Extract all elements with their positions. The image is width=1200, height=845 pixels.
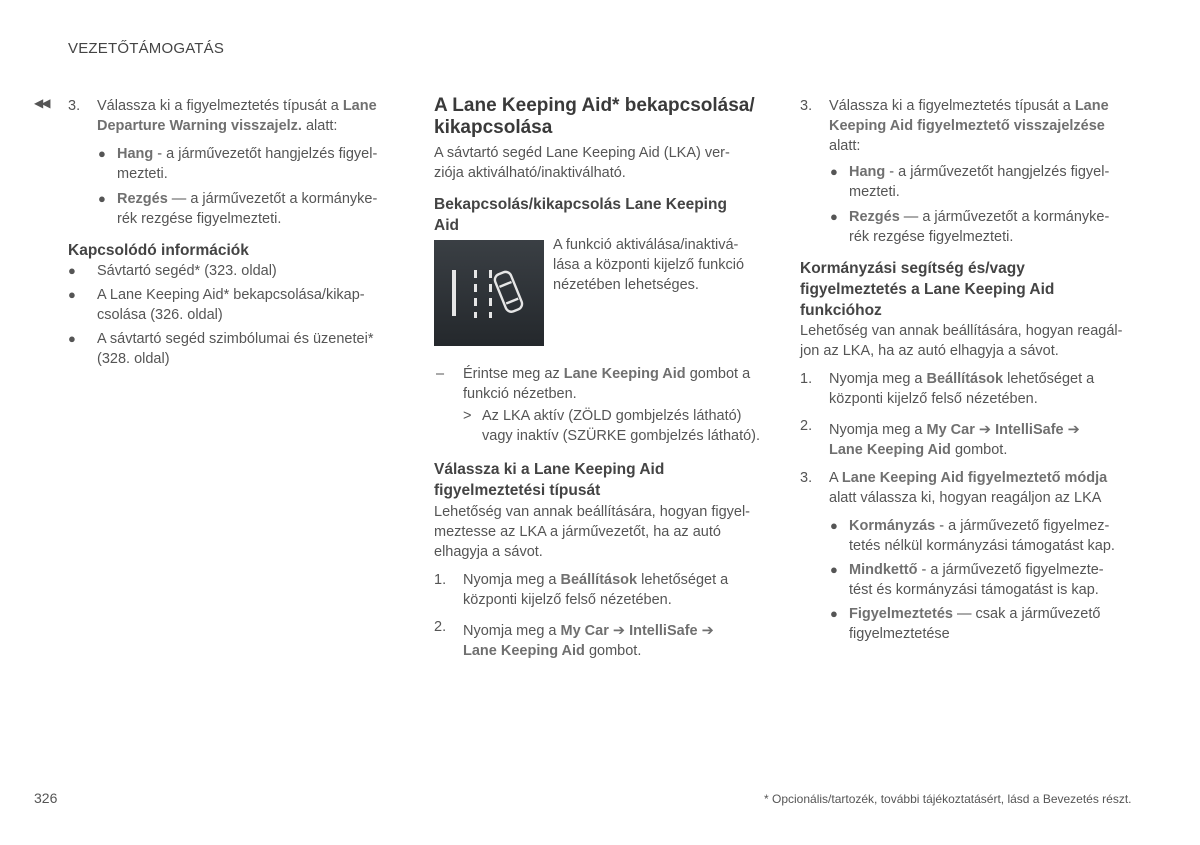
result-arrow-icon: > xyxy=(463,408,472,424)
step-number: 3. xyxy=(800,470,813,486)
bullet-icon: ● xyxy=(68,331,76,346)
section-title-line-1: A Lane Keeping Aid* bekapcsolása/ xyxy=(434,95,755,116)
dash-text-2: gombot a xyxy=(685,366,751,382)
step-1 xyxy=(800,369,1145,409)
mode-mindketto xyxy=(800,560,1145,600)
related-heading: Kapcsolódó információk xyxy=(68,242,249,259)
dash-icon: – xyxy=(436,366,445,382)
section-intro xyxy=(434,143,779,183)
step-text-2: lehetőséget a xyxy=(637,572,729,588)
related-link-3[interactable] xyxy=(68,329,398,369)
step-text-2: gombot. xyxy=(584,643,642,659)
option-text: - a járművezetőt hangjelzés figyel- xyxy=(153,146,378,162)
footnote: * Opcionális/tartozék, további tájékoztatásért, lásd a Bevezetés részt. xyxy=(764,792,1132,806)
bullet-icon: ● xyxy=(68,263,76,278)
arrow-right-icon: ➔ xyxy=(697,623,714,639)
option-hang xyxy=(800,162,1145,202)
bullet-icon: ● xyxy=(830,562,838,577)
step-text-3: központi kijelző felső nézetében. xyxy=(829,391,1038,407)
option-text-2: rék rezgése figyelmezteti. xyxy=(117,211,282,227)
related-link-text[interactable]: A Lane Keeping Aid* bekapcsolása/kikap- xyxy=(97,287,365,303)
option-text-2: mezteti. xyxy=(849,184,900,200)
step-bold: Lane xyxy=(342,98,377,114)
page-number: 326 xyxy=(34,790,58,806)
paragraph-line-1: Lehetőség van annak beállítására, hogyan reagál- xyxy=(800,323,1123,339)
mode-figyelmeztetes xyxy=(800,604,1145,644)
warning-mode-label: Lane Keeping Aid figyelmeztető módja xyxy=(841,470,1108,486)
step-text-2: alatt: xyxy=(829,138,861,154)
step-number: 1. xyxy=(434,572,447,588)
step-2 xyxy=(434,621,779,661)
option-text: — a járművezetőt a kormányke- xyxy=(899,209,1110,225)
arrow-right-icon: ➔ xyxy=(608,623,630,639)
option-text: — csak a járművezető xyxy=(952,606,1101,622)
subsection-title-line-2: Aid xyxy=(434,217,459,234)
lane-keeping-aid-label: Lane Keeping Aid xyxy=(829,442,951,458)
subsection-title-line-1: Bekapcsolás/kikapcsolás Lane Keeping xyxy=(434,196,727,213)
bullet-icon: ● xyxy=(830,209,838,224)
paragraph-line-3: elhagyja a sávot. xyxy=(434,544,543,560)
step-3 xyxy=(800,96,1145,156)
bullet-icon: ● xyxy=(98,146,106,161)
option-text-2: tést és kormányzási támogatást is kap. xyxy=(849,582,1099,598)
step-text-2: lehetőséget a xyxy=(1003,371,1095,387)
step-text: Válassza ki a figyelmeztetés típusát a xyxy=(97,98,343,114)
subsection-title xyxy=(800,258,1145,321)
icon-description-line-3: nézetében lehetséges. xyxy=(553,277,699,293)
bullet-icon: ● xyxy=(98,191,106,206)
result-line-2: vagy inaktív (SZÜRKE gombjelzés látható). xyxy=(482,428,761,444)
option-text: - a járművezető figyelmez- xyxy=(935,518,1110,534)
option-bold: Mindkettő xyxy=(849,562,918,578)
subsection-title-2 xyxy=(434,459,779,501)
my-car-label: My Car xyxy=(926,422,975,438)
settings-button-label: Beállítások xyxy=(926,371,1004,387)
intro-line-2: ziója aktiválható/inaktiválható. xyxy=(434,165,626,181)
dash-instruction xyxy=(434,364,779,404)
lane-keeping-aid-label: Lane Keeping Aid xyxy=(463,643,585,659)
step-text-2: alatt: xyxy=(301,118,338,134)
page-header: VEZETŐTÁMOGATÁS xyxy=(68,40,225,57)
option-text-2: figyelmeztetése xyxy=(849,626,950,642)
subsection-line-2: figyelmeztetés a Lane Keeping Aid xyxy=(800,281,1055,298)
mode-kormanyzas xyxy=(800,516,1145,556)
paragraph xyxy=(434,502,779,562)
subsection-2-line-2: figyelmeztetési típusát xyxy=(434,482,601,499)
dash-text: Érintse meg az xyxy=(463,366,564,382)
result xyxy=(434,406,779,446)
paragraph-line-1: Lehetőség van annak beállítására, hogyan figyel- xyxy=(434,504,750,520)
lane-keeping-aid-button-label: Lane Keeping Aid xyxy=(563,366,686,382)
option-hang xyxy=(68,144,398,184)
result-line-1: Az LKA aktív (ZÖLD gombjelzés látható) xyxy=(482,408,742,424)
arrow-right-icon: ➔ xyxy=(1063,422,1080,438)
column-2 xyxy=(434,95,779,236)
intellisafe-label: IntelliSafe xyxy=(995,422,1064,438)
option-bold: Hang xyxy=(849,164,886,180)
column-3 xyxy=(800,96,1145,644)
option-rezges xyxy=(800,207,1145,247)
bullet-icon: ● xyxy=(830,518,838,533)
option-text: - a járművezetőt hangjelzés figyel- xyxy=(885,164,1110,180)
option-bold: Figyelmeztetés xyxy=(849,606,953,622)
step-number: 1. xyxy=(800,371,813,387)
arrow-right-icon: ➔ xyxy=(974,422,996,438)
back-double-arrow-icon[interactable]: ◀◀ xyxy=(34,96,49,110)
step-number: 3. xyxy=(68,98,81,114)
icon-description-line-2: lása a központi kijelző funkció xyxy=(553,257,745,273)
option-text-2: mezteti. xyxy=(117,166,168,182)
related-link-text-2[interactable]: csolása (326. oldal) xyxy=(97,307,223,323)
step-1 xyxy=(434,570,779,610)
option-bold: Kormányzás xyxy=(849,518,936,534)
bullet-icon: ● xyxy=(68,287,76,302)
column-2-lower xyxy=(434,364,779,661)
option-text: - a járművezető figyelmezte- xyxy=(917,562,1104,578)
related-link-text[interactable]: Sávtartó segéd* (323. oldal) xyxy=(97,263,277,279)
subsection-line-1: Kormányzási segítség és/vagy xyxy=(800,260,1025,277)
related-link-text[interactable]: A sávtartó segéd szimbólumai és üzenetei* xyxy=(97,331,374,347)
settings-button-label: Beállítások xyxy=(560,572,638,588)
option-bold: Rezgés xyxy=(117,191,168,207)
step-text: A xyxy=(829,470,842,486)
related-link-2[interactable] xyxy=(68,285,398,325)
step-number: 3. xyxy=(800,98,813,114)
step-bold: Lane xyxy=(1074,98,1109,114)
section-title xyxy=(434,95,779,139)
paragraph-line-2: jon az LKA, ha az autó elhagyja a sávot. xyxy=(800,343,1059,359)
option-rezges xyxy=(68,189,398,229)
my-car-label: My Car xyxy=(560,623,609,639)
intellisafe-label: IntelliSafe xyxy=(629,623,698,639)
option-text: — a járművezetőt a kormányke- xyxy=(167,191,378,207)
related-link-text-2[interactable]: (328. oldal) xyxy=(97,351,170,367)
lane-keeping-aid-icon xyxy=(434,240,544,346)
step-text-2: gombot. xyxy=(950,442,1008,458)
step-bold-2: Departure Warning visszajelz. xyxy=(97,118,302,134)
subsection-line-3: funkcióhoz xyxy=(800,302,882,319)
step-text: Válassza ki a figyelmeztetés típusát a xyxy=(829,98,1075,114)
step-text: Nyomja meg a xyxy=(829,371,927,387)
icon-description xyxy=(553,235,768,295)
intro-line-1: A sávtartó segéd Lane Keeping Aid (LKA) ver- xyxy=(434,145,730,161)
step-number: 2. xyxy=(434,619,447,635)
bullet-icon: ● xyxy=(830,164,838,179)
subsection-2-line-1: Válassza ki a Lane Keeping Aid xyxy=(434,461,665,478)
icon-description-line-1: A funkció aktiválása/inaktivá- xyxy=(553,237,739,253)
step-text-2: alatt válassza ki, hogyan reagáljon az LKA xyxy=(829,490,1102,506)
step-text: Nyomja meg a xyxy=(829,422,927,438)
step-3b xyxy=(800,468,1145,508)
step-bold-2: Keeping Aid figyelmeztető visszajelzése xyxy=(829,118,1105,134)
step-text: Nyomja meg a xyxy=(463,623,561,639)
column-1 xyxy=(68,96,398,369)
dash-text-3: funkció nézetben. xyxy=(463,386,577,402)
option-text-2: rék rezgése figyelmezteti. xyxy=(849,229,1014,245)
option-text-2: tetés nélkül kormányzási támogatást kap. xyxy=(849,538,1115,554)
step-number: 2. xyxy=(800,418,813,434)
step-text: Nyomja meg a xyxy=(463,572,561,588)
related-link-1[interactable] xyxy=(68,261,398,281)
step-2 xyxy=(800,420,1145,460)
step-3 xyxy=(68,96,398,136)
subsection-title xyxy=(434,194,779,236)
paragraph-line-2: meztesse az LKA a járművezetőt, ha az autó xyxy=(434,524,721,540)
step-text-3: központi kijelző felső nézetében. xyxy=(463,592,672,608)
option-bold: Rezgés xyxy=(849,209,900,225)
bullet-icon: ● xyxy=(830,606,838,621)
section-title-line-2: kikapcsolása xyxy=(434,117,553,138)
option-bold: Hang xyxy=(117,146,154,162)
paragraph xyxy=(800,321,1145,361)
